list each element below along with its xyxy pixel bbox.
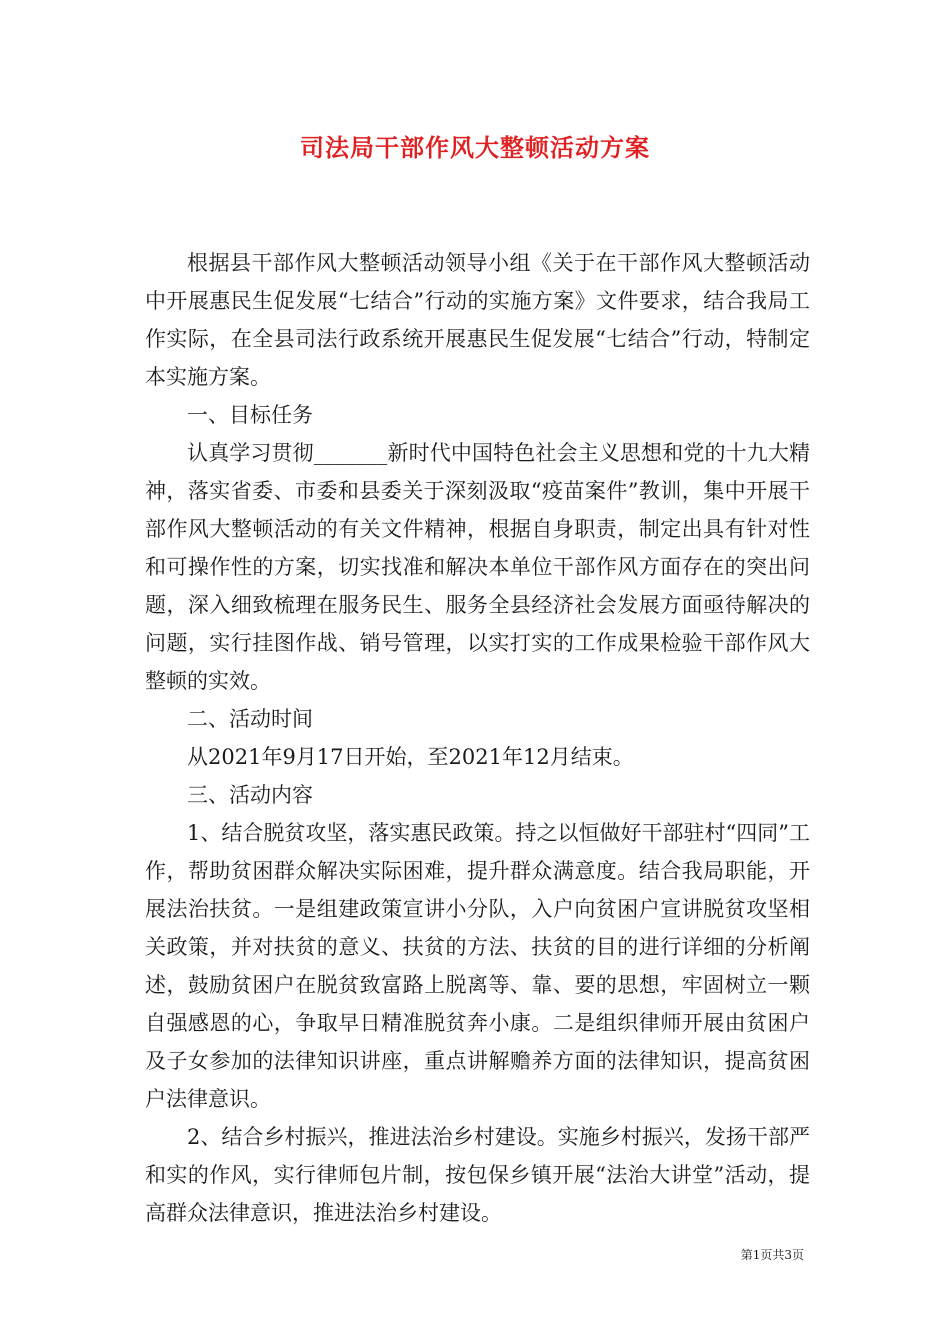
paragraph-item-2: 2、结合乡村振兴，推进法治乡村建设。实施乡村振兴，发扬干部严和实的作风，实行律师包片制，按包保乡镇开展“法治大讲堂”活动，提高群众法律意识，推进法治乡村建设。 (145, 1125, 810, 1225)
section-heading-content: 三、活动内容 (187, 783, 313, 807)
paragraph-goals: 认真学习贯彻_______新时代中国特色社会主义思想和党的十九大精神，落实省委、市委和县委关于深刻汲取“疫苗案件”教训，集中开展干部作风大整顿活动的有关文件精神，根据自身职责，制定出具有针对性和可操作性的方案，切实找准和解决本单位干部作风方面存在的突出问题，深入细致梳理在服务民生、服务全县经济社会发展方面亟待解决的问题，实行挂图作战、销号管理，以实打实的工作成果检验干部作风大整顿的实效。 (145, 441, 810, 693)
paragraph-intro: 根据县干部作风大整顿活动领导小组《关于在干部作风大整顿活动中开展惠民生促发展“七结合”行动的实施方案》文件要求，结合我局工作实际，在全县司法行政系统开展惠民生促发展“七结合”行动，特制定本实施方案。 (145, 251, 810, 389)
paragraph-item-1: 1、结合脱贫攻坚，落实惠民政策。持之以恒做好干部驻村“四同”工作，帮助贫困群众解决实际困难，提升群众满意度。结合我局职能，开展法治扶贫。一是组建政策宣讲小分队，入户向贫困户宣讲脱贫攻坚相关政策，并对扶贫的意义、扶贫的方法、扶贫的目的进行详细的分析阐述，鼓励贫困户在脱贫致富路上脱离等、靠、要的思想，牢固树立一颗自强感恩的心，争取早日精准脱贫奔小康。二是组织律师开展由贫困户及子女参加的法律知识讲座，重点讲解赡养方面的法律知识，提高贫困户法律意识。 (145, 821, 810, 1111)
paragraph-time: 从2021年9月17日开始，至2021年12月结束。 (187, 745, 634, 769)
section-heading-time: 二、活动时间 (187, 707, 313, 731)
page-number: 第1页共3页 (740, 1248, 804, 1262)
document-title: 司法局干部作风大整顿活动方案 (300, 133, 650, 162)
section-heading-goals: 一、目标任务 (187, 403, 313, 427)
document-body (145, 244, 810, 1232)
